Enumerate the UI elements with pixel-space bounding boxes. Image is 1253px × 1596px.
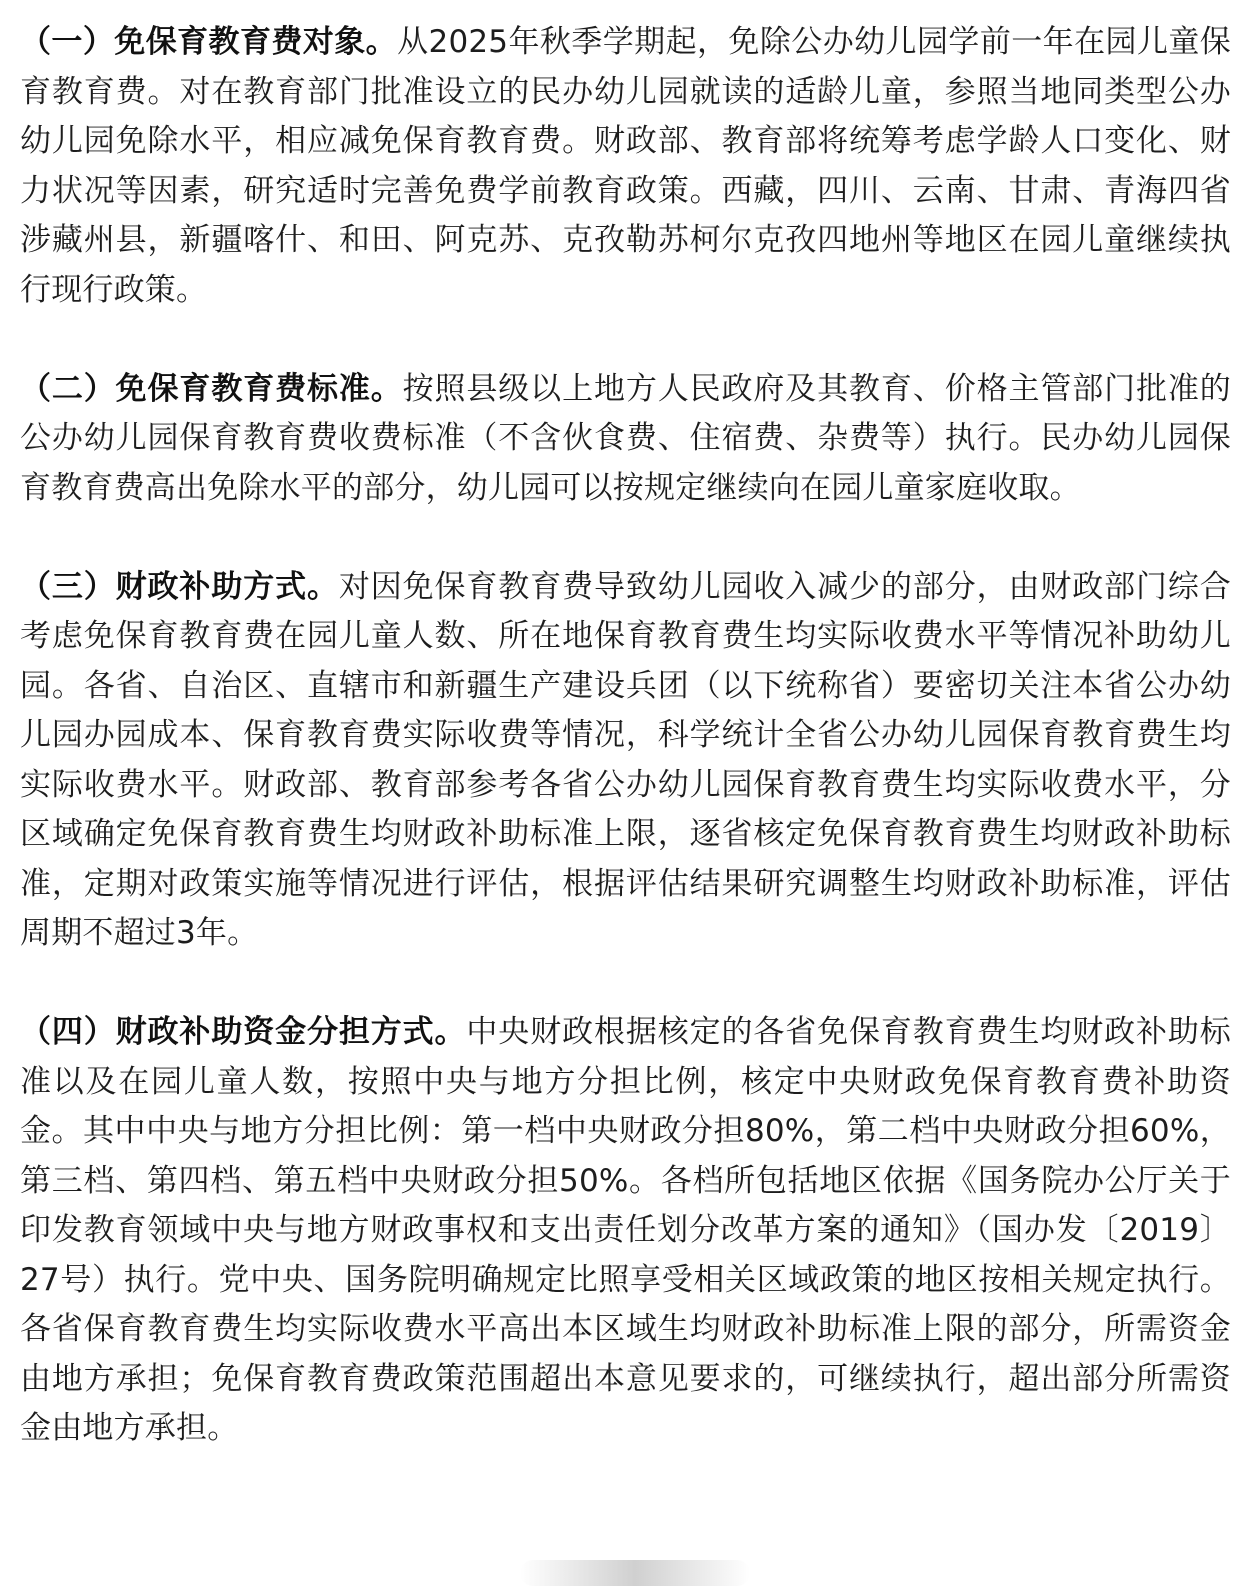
section-3 xyxy=(20,563,1231,959)
watermark-smudge xyxy=(520,1560,750,1586)
section-2-body: 按照县级以上地方人民政府及其教育、价格主管部门批准的公办幼儿园保育教育费收费标准（不含伙食费、住宿费、杂费等）执行。民办幼儿园保育教育费高出免除水平的部分，幼儿园可以按规定继续向在园儿童家庭收取。 xyxy=(20,370,1231,506)
section-3-heading: （三）财政补助方式。 xyxy=(20,568,339,605)
section-4 xyxy=(20,1008,1231,1454)
section-2-heading: （二）免保育教育费标准。 xyxy=(20,370,403,407)
section-3-body: 对因免保育教育费导致幼儿园收入减少的部分，由财政部门综合考虑免保育教育费在园儿童人数、所在地保育教育费生均实际收费水平等情况补助幼儿园。各省、自治区、直辖市和新疆生产建设兵团（以下统称省）要密切关注本省公办幼儿园办园成本、保育教育费实际收费等情况，科学统计全省公办幼儿园保育教育费生均实际收费水平。财政部、教育部参考各省公办幼儿园保育教育费生均实际收费水平，分区域确定免保育教育费生均财政补助标准上限，逐省核定免保育教育费生均财政补助标准，定期对政策实施等情况进行评估，根据评估结果研究调整生均财政补助标准，评估周期不超过3年。 xyxy=(20,568,1232,951)
section-4-body: 中央财政根据核定的各省免保育教育费生均财政补助标准以及在园儿童人数，按照中央与地方分担比例，核定中央财政免保育教育费补助资金。其中中央与地方分担比例：第一档中央财政分担80%，第二档中央财政分担60%，第三档、第四档、第五档中央财政分担50%。各档所包括地区依据《国务院办公厅关于印发教育领域中央与地方财政事权和支出责任划分改革方案的通知》（国办发〔2019〕27号）执行。党中央、国务院明确规定比照享受相关区域政策的地区按相关规定执行。各省保育教育费生均实际收费水平高出本区域生均财政补助标准上限的部分，所需资金由地方承担；免保育教育费政策范围超出本意见要求的，可继续执行，超出部分所需资金由地方承担。 xyxy=(20,1014,1231,1446)
section-1-heading: （一）免保育教育费对象。 xyxy=(20,24,398,60)
section-4-heading: （四）财政补助资金分担方式。 xyxy=(20,1014,467,1050)
section-1-body: 从2025年秋季学期起，免除公办幼儿园学前一年在园儿童保育教育费。对在教育部门批准设立的民办幼儿园就读的适龄儿童，参照当地同类型公办幼儿园免除水平，相应减免保育教育费。财政部、教育部将统筹考虑学龄人口变化、财力状况等因素，研究适时完善免费学前教育政策。西藏，四川、云南、甘肃、青海四省涉藏州县，新疆喀什、和田、阿克苏、克孜勒苏柯尔克孜四地州等地区在园儿童继续执行现行政策。 xyxy=(20,24,1231,308)
section-1 xyxy=(20,18,1231,315)
section-2 xyxy=(20,365,1231,514)
